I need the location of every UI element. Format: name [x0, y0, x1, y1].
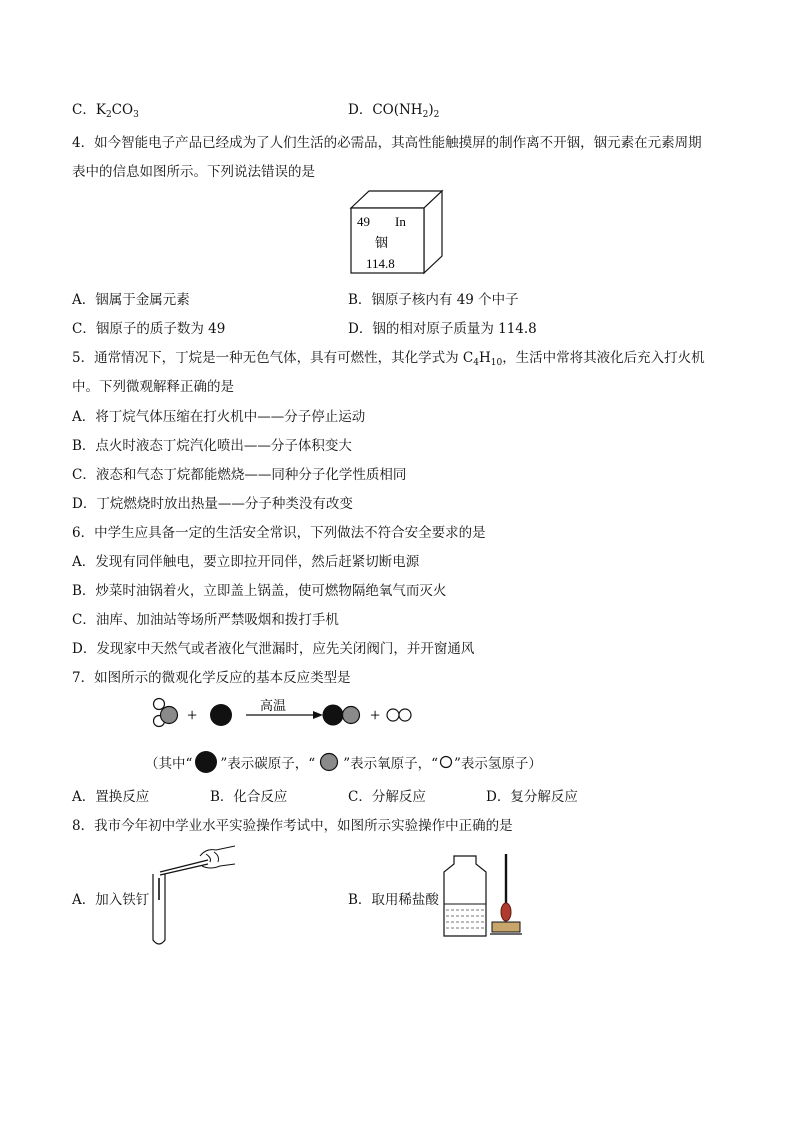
q4-stem-line1: 4．如今智能电子产品已经成为了人们生活的必需品，其高性能触摸屏的制作离不开铟，铟元素在元素周期	[72, 135, 702, 151]
reaction-legend: （其中“ ”表示碳原子，“ ”表示氧原子，“ ”表示氢原子）	[145, 750, 542, 774]
q7-option-d: D．复分解反应	[486, 789, 578, 805]
hydrogen-atom	[387, 709, 399, 721]
dropper-bulb	[501, 903, 511, 921]
oxygen-atom	[343, 707, 360, 724]
q4-option-a: A．铟属于金属元素	[72, 292, 190, 308]
q6-option-a: A．发现有同伴触电，要立即拉开同伴，然后赶紧切断电源	[72, 554, 420, 570]
reaction-arrowhead	[313, 711, 323, 719]
hydrogen-molecule	[387, 709, 411, 721]
oxygen-atom	[161, 707, 178, 724]
q8-stem: 8．我市今年初中学业水平实验操作考试中，如图所示实验操作中正确的是	[72, 818, 513, 834]
q3-option-d: D．$CO(NH_2)_2$	[348, 102, 440, 120]
q5-option-a: A．将丁烷气体压缩在打火机中——分子停止运动	[72, 409, 366, 425]
atomic-mass: 114.8	[366, 256, 395, 271]
q4-stem-line2: 表中的信息如图所示。下列说法错误的是	[72, 164, 315, 180]
q5-option-c: C．液态和气态丁烷都能燃烧——同种分子化学性质相同	[72, 467, 407, 483]
q8-option-b: B．取用稀盐酸	[348, 892, 439, 908]
carbon-atom-icon	[194, 750, 218, 774]
q4-option-b: B．铟原子核内有 49 个中子	[348, 292, 519, 308]
plus-sign: +	[370, 705, 381, 725]
q4-option-d: D．铟的相对原子质量为 114.8	[348, 321, 537, 337]
q5-option-d: D．丁烷燃烧时放出热量——分子种类没有改变	[72, 496, 353, 512]
q6-stem: 6．中学生应具备一定的生活安全常识，下列做法不符合安全要求的是	[72, 525, 486, 541]
q5-stem-line2: 中。下列微观解释正确的是	[72, 379, 234, 395]
q5-stem-line1: 5．通常情况下，丁烷是一种无色气体，具有可燃性，其化学式为 $C_4H_{10}$，生活中常将其液化后充入打火机	[72, 350, 705, 368]
reaction-condition: 高温	[260, 699, 287, 714]
water-molecule	[154, 699, 178, 727]
element-name: 铟	[375, 236, 389, 251]
carbon-atom	[323, 705, 344, 726]
bottle-stopper	[492, 922, 520, 932]
q6-option-c: C．油库、加油站等场所严禁吸烟和拨打手机	[72, 612, 339, 628]
indium-element-tile	[348, 188, 444, 276]
add-iron-nail-illustration	[140, 840, 240, 950]
plus-sign: +	[187, 705, 198, 725]
carbon-monoxide-molecule	[323, 705, 360, 726]
q3-option-c: C．$K_2CO_3$	[72, 102, 139, 120]
q6-option-b: B．炒菜时油锅着火，立即盖上锅盖，使可燃物隔绝氧气而灭火	[72, 583, 447, 599]
atomic-number: 49	[357, 214, 370, 229]
q6-option-d: D．发现家中天然气或者液化气泄漏时，应先关闭阀门，并开窗通风	[72, 641, 475, 657]
take-dilute-acid-illustration	[440, 852, 530, 942]
carbon-atom	[210, 704, 232, 726]
q8-option-a: A．加入铁钉	[72, 892, 150, 908]
q7-stem: 7．如图所示的微观化学反应的基本反应类型是	[72, 670, 351, 686]
reagent-bottle	[444, 856, 486, 936]
hydrogen-atom-icon	[439, 755, 453, 769]
hydrogen-atom	[154, 699, 165, 710]
q7-option-b: B．化合反应	[210, 789, 288, 805]
q7-option-c: C．分解反应	[348, 789, 426, 805]
hydrogen-atom	[399, 709, 411, 721]
reaction-diagram	[148, 694, 418, 736]
oxygen-atom-icon	[319, 752, 339, 772]
element-symbol: In	[395, 214, 406, 229]
q4-option-c: C．铟原子的质子数为 49	[72, 321, 226, 337]
q7-option-a: A．置换反应	[72, 789, 150, 805]
q5-option-b: B．点火时液态丁烷汽化喷出——分子体积变大	[72, 438, 352, 454]
